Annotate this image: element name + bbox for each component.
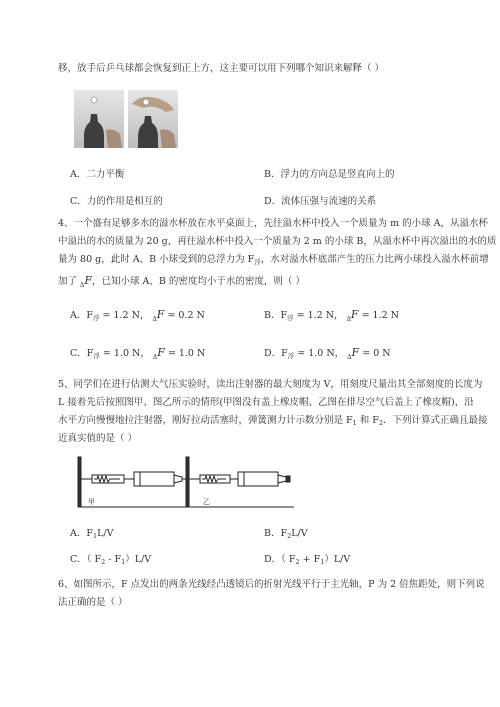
q5-option-a[interactable]: A．$F_1L/V$ bbox=[70, 528, 114, 540]
syringe-figure bbox=[76, 455, 296, 511]
q3-option-a[interactable]: A．二力平衡 bbox=[70, 169, 125, 180]
q4-line-1: 4、一个盛有足够多水的溢水杯放在水平桌面上，先往溢水杯中投入一个质量为 m 的小球 A，从溢水杯 bbox=[58, 218, 488, 229]
q5-line-2: L 接着先后按照图甲、图乙所示的情形(甲图没有盖上橡皮帽、乙图在排尽空气后盖上了橡皮帽)，沿 bbox=[58, 397, 474, 408]
q6-line-1: 6、如图所示，F 点发出的两条光线经凸透镜后的折射光线平行于主光轴，P 为 2 倍焦距处，则下列说 bbox=[58, 579, 485, 590]
q5-line-1: 5、同学们在进行估测大气压实验时，读出注射器的最大刻度为 V，用刻度尺量出其全部刻度的长度为 bbox=[58, 379, 483, 390]
q3-option-d[interactable]: D．流体压强与流速的关系 bbox=[264, 196, 377, 207]
q4-line-2: 中溢出的水的质量为 20 g，再往溢水杯中投入一个质量为 2 m 的小球 B，从溢水杯中再次溢出的水的质 bbox=[58, 236, 497, 247]
q4-line-4: 加了 $_\Delta$F，已知小球 A、B 的密度均小于水的密度，则（ ） bbox=[58, 274, 305, 289]
ping-pong-figure bbox=[74, 90, 178, 148]
q4-option-d[interactable]: D．$F_浮 = 1.0$ N， $_\Delta$F = 0 N bbox=[264, 346, 391, 361]
figure-label-yi: 乙 bbox=[203, 498, 210, 506]
q4-option-a[interactable]: A．$F_浮 = 1.2$ N， $_\Delta$F = 0.2 N bbox=[70, 308, 205, 323]
q6-line-2: 法正确的是（ ） bbox=[58, 597, 128, 608]
figure-label-jia: 甲 bbox=[88, 498, 95, 506]
q5-option-c[interactable]: C．（ $F_2 - F_1)L/V$ bbox=[70, 554, 152, 566]
q5-line-3: 水平方向慢慢地拉注射器，刚好拉动活塞时，弹簧测力计示数分别是 $F_1$ 和 $F_2$．下列计算式正确且最接 bbox=[58, 415, 488, 427]
q5-line-4: 近真实值的是（ ） bbox=[58, 433, 138, 444]
q4-line-3: 量为 80 g，此时 A、B 小球受到的总浮力为 $F_浮$，水对溢水杯底部产生的压力比两小球投入溢水杯前增 bbox=[58, 254, 489, 266]
q3-option-b[interactable]: B．浮力的方向总是竖直向上的 bbox=[264, 169, 395, 180]
q5-option-b[interactable]: B．$F_2L/V$ bbox=[264, 528, 308, 540]
q4-option-c[interactable]: C．$F_浮 = 1.0$ N， $_\Delta$F = 1.0 N bbox=[70, 346, 206, 361]
q3-option-c[interactable]: C．力的作用是相互的 bbox=[70, 196, 163, 207]
q5-option-d[interactable]: D．（ $F_2 + F_1)L/V$ bbox=[264, 554, 351, 566]
intro-text: 移，放手后乒乓球都会恢复到正上方，这主要可以用下列哪个知识来解释（ ） bbox=[58, 63, 385, 74]
q4-option-b[interactable]: B．$F_浮 = 1.2$ N， $_\Delta$F = 1.2 N bbox=[264, 308, 399, 323]
